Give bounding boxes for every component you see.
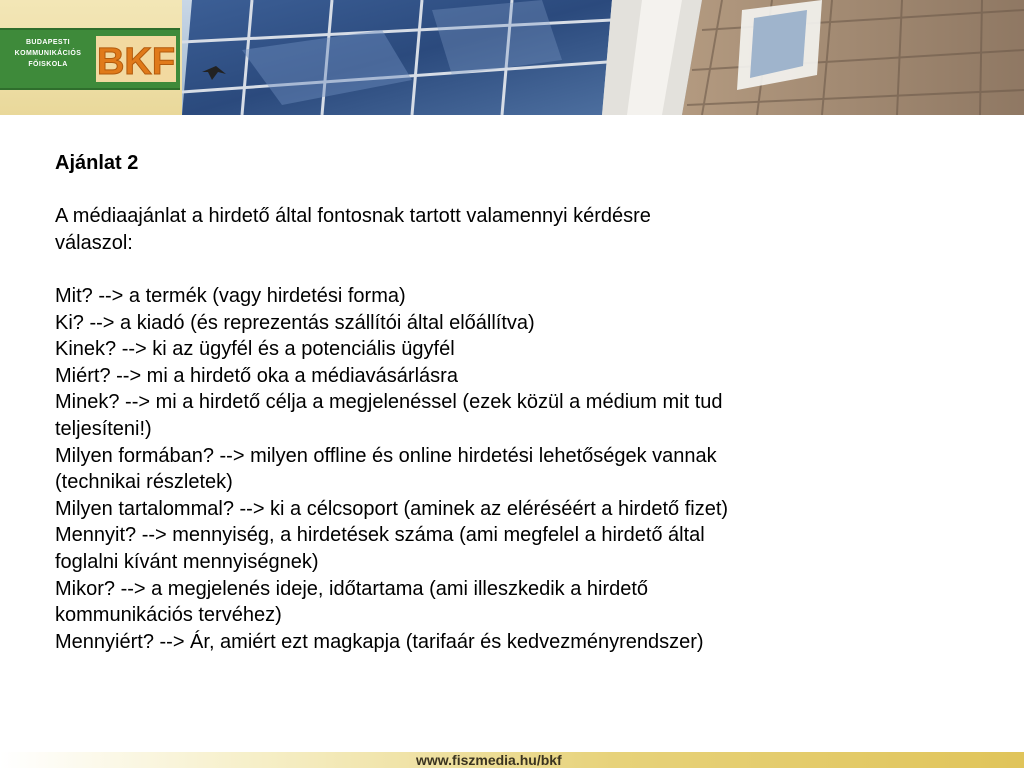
question-line: Minek? --> mi a hirdető célja a megjelenéssel (ezek közül a médium mit tud — [55, 391, 723, 414]
question-line: Mikor? --> a megjelenés ideje, időtartama (ami illeszkedik a hirdető — [55, 577, 649, 600]
question-line: Kinek? --> ki az ügyfél és a potenciális ügyfél — [55, 338, 455, 361]
bkf-logo — [0, 28, 180, 90]
question-line: kommunikációs tervéhez) — [55, 604, 282, 627]
question-line: teljesíteni!) — [55, 417, 152, 440]
intro-line: válaszol: — [55, 231, 133, 254]
question-line: Mennyiért? --> Ár, amiért ezt magkapja (tarifaár és kedvezményrendszer) — [55, 630, 704, 653]
spacer — [55, 177, 955, 204]
slide-body — [55, 150, 955, 655]
logo-line: BUDAPESTI — [25, 39, 71, 46]
logo-line: FŐISKOLA — [28, 61, 68, 68]
slide-title: Ajánlat 2 — [55, 152, 139, 174]
question-line: Milyen formában? --> milyen offline és online hirdetési lehetőségek vannak — [55, 444, 717, 467]
bkf-logo-mark — [96, 36, 176, 82]
footer-url: www.fiszmedia.hu/bkf — [416, 752, 562, 768]
footer-bar — [0, 752, 1024, 768]
logo-line: KOMMUNIKÁCIÓS — [14, 50, 82, 57]
logo-school-name — [2, 37, 94, 70]
question-line: (technikai részletek) — [55, 471, 233, 494]
question-line: Milyen tartalommal? --> ki a célcsoport (aminek az eléréséért a hirdető fizet) — [55, 497, 729, 520]
spacer — [55, 256, 955, 283]
question-line: Mit? --> a termék (vagy hirdetési forma) — [55, 284, 406, 307]
intro-line: A médiaajánlat a hirdető által fontosnak tartott valamennyi kérdésre — [55, 205, 651, 228]
logo-panel — [0, 0, 182, 115]
question-line: Ki? --> a kiadó (és reprezentás szállítói által előállítva) — [55, 311, 535, 334]
question-line: Miért? --> mi a hirdető oka a médiavásárlásra — [55, 364, 458, 387]
question-line: Mennyit? --> mennyiség, a hirdetések száma (ami megfelel a hirdető által — [55, 524, 705, 547]
bkf-logo-text: BKF — [96, 41, 176, 82]
header-banner — [0, 0, 1024, 115]
building-photo — [182, 0, 1024, 115]
question-line: foglalni kívánt mennyiségnek) — [55, 550, 319, 573]
